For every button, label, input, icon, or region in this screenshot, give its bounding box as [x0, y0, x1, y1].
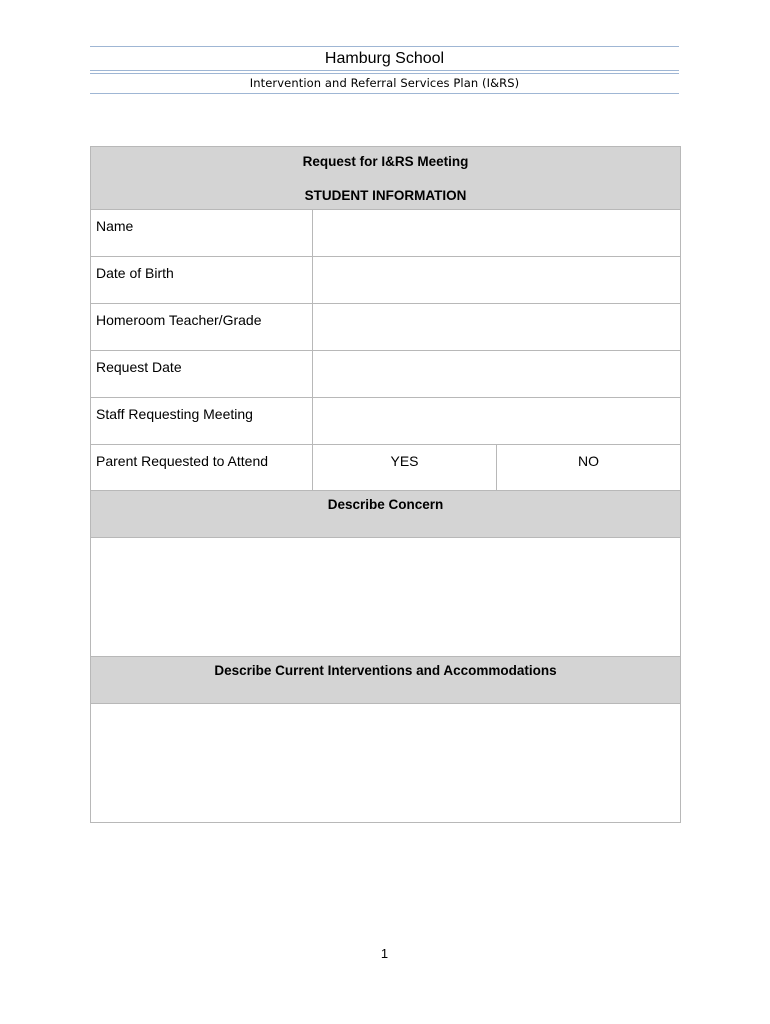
- field-row-homeroom-teacher: [91, 304, 681, 351]
- header-rule-middle-1: [90, 70, 679, 71]
- field-row-name: [91, 210, 681, 257]
- parent-attend-no-option[interactable]: NO: [497, 445, 681, 491]
- field-row-date-of-birth: [91, 257, 681, 304]
- form-title: Request for I&RS Meeting: [302, 154, 469, 169]
- field-row-staff-requesting: [91, 398, 681, 445]
- interventions-heading: Describe Current Interventions and Accommodations: [91, 657, 681, 704]
- form-header-row: [91, 147, 681, 210]
- form-header-cell: [91, 147, 681, 210]
- parent-attend-yes-option[interactable]: YES: [313, 445, 497, 491]
- page-number: 1: [380, 946, 389, 961]
- header-rule-top: [90, 46, 679, 47]
- field-input-date-of-birth[interactable]: [313, 257, 681, 304]
- field-label-name: Name: [91, 210, 313, 257]
- interventions-header-row: [91, 657, 681, 704]
- field-input-request-date[interactable]: [313, 351, 681, 398]
- field-row-parent-attend: [91, 445, 681, 491]
- concern-textarea[interactable]: [91, 538, 681, 657]
- field-label-parent-attend: Parent Requested to Attend: [91, 445, 313, 491]
- interventions-body-row: [91, 704, 681, 823]
- concern-heading: Describe Concern: [91, 491, 681, 538]
- interventions-textarea[interactable]: [91, 704, 681, 823]
- request-form-table: [90, 146, 681, 823]
- plan-title: Intervention and Referral Services Plan (I&RS): [249, 76, 520, 90]
- school-name: Hamburg School: [324, 50, 445, 67]
- field-input-homeroom-teacher[interactable]: [313, 304, 681, 351]
- field-label-request-date: Request Date: [91, 351, 313, 398]
- section-student-information: STUDENT INFORMATION: [304, 188, 467, 203]
- field-label-date-of-birth: Date of Birth: [91, 257, 313, 304]
- field-input-name[interactable]: [313, 210, 681, 257]
- field-input-staff-requesting[interactable]: [313, 398, 681, 445]
- field-label-homeroom-teacher: Homeroom Teacher/Grade: [91, 304, 313, 351]
- concern-header-row: [91, 491, 681, 538]
- header-rule-bottom: [90, 93, 679, 94]
- concern-body-row: [91, 538, 681, 657]
- field-label-staff-requesting: Staff Requesting Meeting: [91, 398, 313, 445]
- field-row-request-date: [91, 351, 681, 398]
- header-rule-middle-2: [90, 73, 679, 74]
